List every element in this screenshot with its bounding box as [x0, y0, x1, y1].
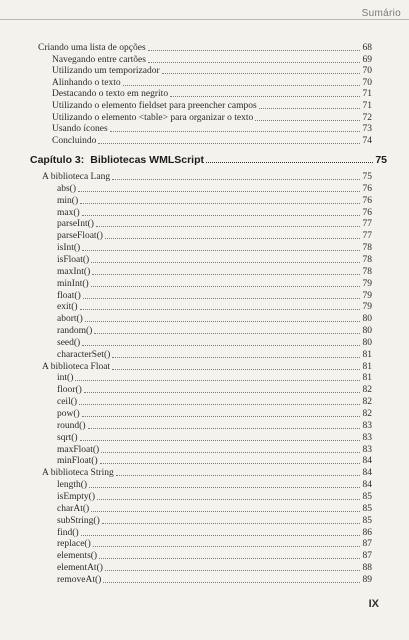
entry-title: minInt() — [57, 278, 89, 289]
dot-leader — [92, 274, 360, 275]
entry-title: characterSet() — [57, 349, 111, 360]
toc-subsection-entry — [57, 325, 372, 337]
entry-page: 79 — [362, 278, 372, 289]
dot-leader — [84, 392, 360, 393]
entry-title: ceil() — [57, 397, 78, 408]
dot-leader — [94, 333, 360, 334]
toc-subsection-entry — [52, 100, 372, 112]
toc-subsection-entry — [57, 290, 372, 302]
entry-page: 76 — [362, 207, 372, 218]
entry-title: Concluindo — [52, 135, 97, 146]
entry-title: float() — [57, 290, 81, 301]
entry-page: 79 — [362, 302, 372, 313]
toc-subsection-entry — [57, 301, 372, 313]
chapter-title: Bibliotecas WMLScript — [90, 154, 205, 166]
dot-leader — [80, 309, 360, 310]
entry-title: replace() — [57, 539, 91, 550]
dot-leader — [91, 511, 360, 512]
dot-leader — [80, 440, 360, 441]
dot-leader — [79, 404, 360, 405]
dot-leader — [101, 452, 360, 453]
entry-title: minFloat() — [57, 456, 98, 467]
dot-leader — [112, 357, 360, 358]
entry-page: 73 — [362, 124, 372, 135]
toc-subsection-entry — [57, 503, 372, 515]
header-rule — [0, 19, 409, 20]
dot-leader — [81, 535, 360, 536]
entry-title: Utilizando o elemento <table> para organizar o texto — [52, 112, 254, 123]
dot-leader — [103, 582, 360, 583]
entry-page: 82 — [362, 385, 372, 396]
toc-section-entry — [42, 361, 372, 373]
entry-title: removeAt() — [57, 574, 102, 585]
dot-leader — [91, 286, 360, 287]
entry-page: 86 — [362, 527, 372, 538]
entry-page: 68 — [362, 43, 372, 53]
entry-page: 76 — [362, 195, 372, 206]
entry-title: charAt() — [57, 503, 90, 514]
toc-subsection-entry — [57, 195, 372, 207]
entry-page: 80 — [362, 337, 372, 348]
entry-title: A biblioteca Float — [42, 361, 111, 372]
dot-leader — [123, 85, 360, 86]
entry-page: 80 — [362, 326, 372, 337]
toc-subsection-entry — [57, 278, 372, 290]
dot-leader — [93, 546, 360, 547]
toc-subsection-entry — [57, 420, 372, 432]
entry-page: 87 — [362, 551, 372, 562]
entry-title: Utilizando um temporizador — [52, 66, 160, 77]
toc-subsection-entry — [57, 479, 372, 491]
toc-subsection-entry — [57, 562, 372, 574]
entry-title: A biblioteca Lang — [42, 172, 111, 182]
entry-title: isFloat() — [57, 254, 90, 265]
dot-leader — [112, 179, 360, 180]
toc-subsection-entry — [57, 313, 372, 325]
entry-title: abort() — [57, 314, 83, 325]
dot-leader — [82, 416, 360, 417]
entry-page: 78 — [362, 266, 372, 277]
dot-leader — [98, 143, 360, 144]
dot-leader — [82, 345, 360, 346]
toc-subsection-entry — [57, 527, 372, 539]
entry-page: 72 — [362, 112, 372, 123]
toc-subsection-entry — [57, 455, 372, 467]
toc-subsection-entry — [52, 88, 372, 100]
entry-title: max() — [57, 207, 80, 218]
entry-title: isEmpty() — [57, 491, 95, 502]
toc-subsection-entry — [52, 123, 372, 135]
toc-subsection-entry — [57, 550, 372, 562]
dot-leader — [259, 108, 360, 109]
entry-page: 71 — [362, 89, 372, 100]
toc-subsection-entry — [57, 218, 372, 230]
entry-page: 87 — [362, 539, 372, 550]
entry-title: seed() — [57, 337, 81, 348]
toc-section-entry — [42, 467, 372, 479]
entry-title: floor() — [57, 385, 82, 396]
entry-page: 84 — [362, 456, 372, 467]
toc-subsection-entry — [57, 444, 372, 456]
entry-title: Usando ícones — [52, 124, 108, 135]
toc-subsection-entry — [57, 254, 372, 266]
dot-leader — [88, 428, 361, 429]
entry-page: 78 — [362, 243, 372, 254]
entry-page: 70 — [362, 77, 372, 88]
entry-title: Destacando o texto em negrito — [52, 89, 169, 100]
dot-leader — [96, 226, 360, 227]
entry-page: 77 — [362, 219, 372, 230]
entry-title: maxInt() — [57, 266, 91, 277]
dot-leader — [91, 262, 360, 263]
toc-subsection-entry — [57, 515, 372, 527]
toc-subsection-entry — [57, 491, 372, 503]
entry-page: 83 — [362, 432, 372, 443]
toc-subsection-entry — [57, 372, 372, 384]
dot-leader — [85, 321, 360, 322]
dot-leader — [80, 203, 360, 204]
dot-leader — [82, 215, 360, 216]
toc-subsection-entry — [57, 242, 372, 254]
dot-leader — [97, 499, 360, 500]
toc-subsection-entry — [52, 54, 372, 66]
entry-title: elements() — [57, 551, 98, 562]
entry-title: Criando uma lista de opções — [38, 43, 146, 53]
toc-section-entry — [38, 42, 372, 54]
dot-leader — [89, 487, 360, 488]
entry-title: Navegando entre cartões — [52, 54, 146, 65]
dot-leader — [170, 96, 360, 97]
dot-leader — [83, 298, 360, 299]
toc-subsection-entry — [52, 77, 372, 89]
dot-leader — [105, 238, 360, 239]
dot-leader — [162, 73, 360, 74]
dot-leader — [82, 250, 360, 251]
entry-page: 85 — [362, 491, 372, 502]
toc-subsection-entry — [52, 112, 372, 124]
entry-page: 71 — [362, 101, 372, 111]
toc-subsection-entry — [57, 266, 372, 278]
entry-page: 76 — [362, 183, 372, 194]
entry-title: min() — [57, 195, 79, 206]
dot-leader — [255, 120, 360, 121]
dot-leader — [110, 131, 360, 132]
entry-title: Utilizando o elemento fieldset para preencher campos — [52, 101, 257, 111]
entry-title: int() — [57, 373, 74, 384]
entry-page: 85 — [362, 503, 372, 514]
entry-page: 81 — [362, 361, 372, 372]
entry-title: find() — [57, 527, 79, 538]
dot-leader — [100, 463, 360, 464]
entry-page: 75 — [362, 172, 372, 182]
entry-page: 80 — [362, 314, 372, 325]
entry-title: abs() — [57, 183, 76, 194]
dot-leader — [102, 523, 360, 524]
toc-subsection-entry — [57, 349, 372, 361]
toc-subsection-entry — [57, 207, 372, 219]
toc-subsection-entry — [57, 408, 372, 420]
entry-title: round() — [57, 420, 86, 431]
page-number: IX — [368, 598, 379, 610]
toc-subsection-entry — [52, 135, 372, 147]
entry-title: A biblioteca String — [42, 468, 114, 479]
entry-page: 78 — [362, 254, 372, 265]
running-header: Sumário — [358, 8, 401, 19]
chapter-number: Capítulo 3: — [30, 154, 85, 166]
entry-page: 77 — [362, 231, 372, 242]
dot-leader — [148, 62, 360, 63]
entry-page: 82 — [362, 409, 372, 419]
dot-leader — [206, 162, 373, 163]
entry-title: maxFloat() — [57, 444, 100, 455]
entry-title: subString() — [57, 515, 100, 526]
entry-title: pow() — [57, 409, 80, 419]
entry-page: 79 — [362, 290, 372, 301]
toc-subsection-entry — [57, 337, 372, 349]
toc-subsection-entry — [57, 396, 372, 408]
entry-page: 74 — [362, 135, 372, 146]
entry-page: 82 — [362, 397, 372, 408]
entry-page: 70 — [362, 66, 372, 77]
entry-title: isInt() — [57, 243, 81, 254]
dot-leader — [116, 475, 360, 476]
toc-subsection-entry — [57, 183, 372, 195]
dot-leader — [75, 380, 360, 381]
dot-leader — [112, 369, 360, 370]
chapter-page: 75 — [375, 154, 387, 166]
dot-leader — [148, 50, 360, 51]
toc-subsection-entry — [57, 230, 372, 242]
entry-title: parseFloat() — [57, 231, 103, 242]
dot-leader — [99, 558, 360, 559]
chapter-heading — [30, 153, 387, 167]
entry-page: 84 — [362, 480, 372, 491]
entry-page: 69 — [362, 54, 372, 65]
entry-page: 83 — [362, 420, 372, 431]
entry-page: 84 — [362, 468, 372, 479]
entry-title: sqrt() — [57, 432, 78, 443]
entry-page: 83 — [362, 444, 372, 455]
toc-subsection-entry — [57, 574, 372, 586]
entry-title: exit() — [57, 302, 78, 313]
toc-subsection-entry — [57, 538, 372, 550]
entry-title: random() — [57, 326, 93, 337]
toc-subsection-entry — [57, 432, 372, 444]
entry-title: length() — [57, 480, 88, 491]
toc-subsection-entry — [52, 65, 372, 77]
toc-section-entry — [42, 171, 372, 183]
dot-leader — [78, 191, 360, 192]
entry-page: 89 — [362, 574, 372, 585]
entry-title: elementAt() — [57, 563, 103, 574]
entry-page: 88 — [362, 563, 372, 574]
dot-leader — [105, 570, 360, 571]
entry-page: 81 — [362, 373, 372, 384]
entry-page: 85 — [362, 515, 372, 526]
toc-subsection-entry — [57, 384, 372, 396]
entry-title: parseInt() — [57, 219, 94, 230]
entry-page: 81 — [362, 349, 372, 360]
entry-title: Alinhando o texto — [52, 77, 121, 88]
